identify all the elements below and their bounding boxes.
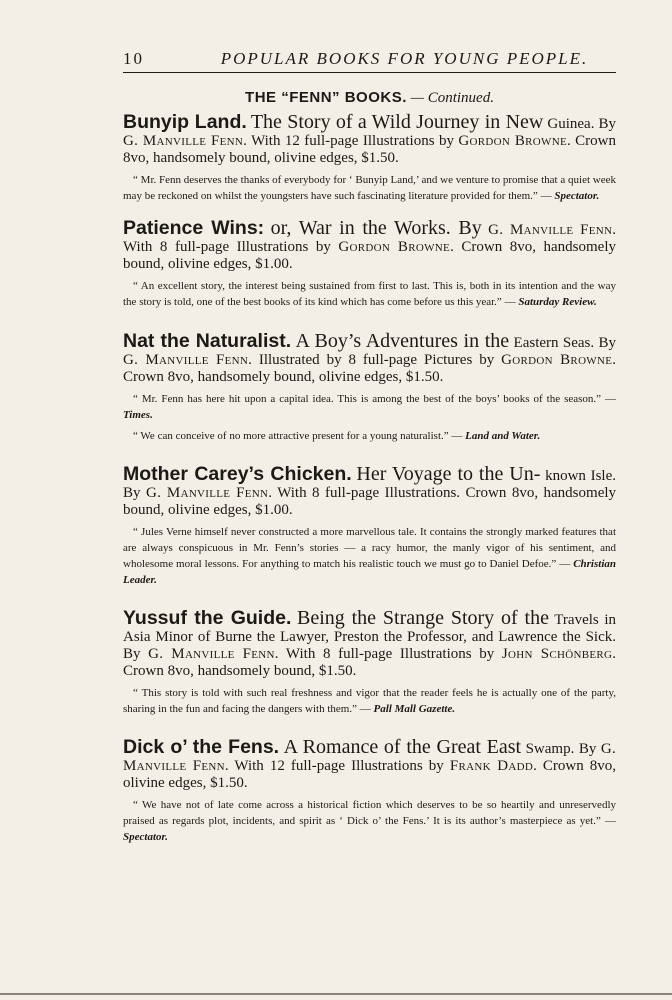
book-illustrator: Gordon Browne [338, 239, 451, 255]
book-description [123, 112, 616, 167]
review-text: “ Jules Verne himself never constructed a more marvellous tale. It contains the strongly marked features that are always conspicuous in Mr. Fenn’s stories — a racy humor, the manly vigor of his sentiment, and wholesome moral lessons. For anything to match his realistic touch we must go to Daniel Defoe.” — [123, 526, 616, 570]
book-price: . Crown 8vo, olivine edges, $1.50. [123, 758, 617, 791]
review-text: “ Mr. Fenn deserves the thanks of everybody for ‘ Bunyip Land,’ and we venture to promise that a quiet week may be reckoned on whilst the youngsters have such fascinating literature provided for them.” — [123, 174, 616, 202]
book-entry [123, 608, 616, 717]
book-illustrator: John Schönberg [501, 646, 613, 662]
review-quote [123, 391, 616, 423]
book-illustrator: Frank Dadd [449, 758, 534, 774]
review-text: “ An excellent story, the interest being sustained from first to last. This is, both in its intention and the way the story is told, one of the best books of its kind which has come before us this year.” — [123, 280, 616, 308]
section-continued: — Continued. [410, 90, 494, 106]
book-title: Mother Carey’s Chicken. [123, 463, 352, 485]
book-title: Yussuf the Guide. [123, 607, 292, 629]
book-author: G. Manville Fenn [123, 352, 249, 368]
book-subtitle: or, War in the Works. By [270, 217, 482, 239]
book-subtitle: A Romance of the Great East [283, 736, 522, 758]
review-quote [123, 524, 616, 588]
review-source: Land and Water. [465, 430, 541, 442]
book-illustrator: Gordon Browne [501, 352, 613, 368]
book-details: . Illustrated by 8 full-page Pictures by [248, 352, 495, 368]
book-line: Swamp. By [525, 741, 597, 757]
book-price: . Crown 8vo, handsomely bound, olivine edges, $1.50. [123, 133, 616, 166]
book-line: Guinea. By [547, 116, 617, 132]
book-title: Patience Wins: [123, 217, 265, 239]
book-entry [123, 737, 616, 845]
book-price: . Crown 8vo, handsomely bound, $1.50. [123, 646, 617, 679]
book-subtitle: Being the Strange Story of the [297, 607, 549, 629]
book-author: G. Manville Fenn [123, 741, 617, 774]
header-rule [123, 72, 616, 73]
review-quote [123, 428, 616, 444]
book-price: . Crown 8vo, handsomely bound, olivine edges, $1.00. [123, 239, 616, 272]
book-subtitle: The Story of a Wild Journey in New [250, 111, 544, 133]
book-subtitle: A Boy’s Adventures in the [295, 330, 510, 352]
book-details: . With 8 full-page Illustrations. [268, 485, 461, 501]
book-description [123, 737, 616, 792]
book-details: . With 12 full-page Illustrations by [243, 133, 454, 149]
review-text: “ This story is told with such real freshness and vigor that the reader feels he is actually one of the party, sharing in the fun and facing the dangers with them.” — [123, 687, 616, 715]
review-source: Times. [123, 409, 153, 421]
book-illustrator: Gordon Browne [458, 133, 567, 149]
book-line: Eastern Seas. By [513, 335, 617, 351]
book-entry [123, 464, 616, 588]
book-author: G. Manville Fenn [123, 133, 244, 149]
review-source: Saturday Review. [518, 296, 597, 308]
book-description [123, 608, 616, 680]
running-head [123, 49, 616, 71]
review-source: Spectator. [554, 190, 600, 202]
review-text: “ Mr. Fenn has here hit upon a capital idea. This is among the best of the boys’ books of the season.” — [133, 393, 616, 405]
book-title: Nat the Naturalist. [123, 330, 292, 352]
review-quote [123, 685, 616, 717]
book-author: G. Manville Fenn [148, 646, 275, 662]
page-number: 10 [123, 49, 144, 68]
book-description [123, 331, 616, 386]
review-source: Pall Mall Gazette. [373, 703, 456, 715]
book-subtitle: Her Voyage to the Un- [356, 463, 541, 485]
section-title: THE “FENN” BOOKS. [245, 89, 407, 106]
book-entry [123, 331, 616, 444]
book-author: G. Manville Fenn [488, 222, 613, 238]
page-bottom-edge [0, 993, 672, 995]
section-heading [123, 89, 616, 107]
book-details: . With 8 full-page Illustrations by [274, 646, 495, 662]
review-quote [123, 278, 616, 310]
book-author: G. Manville Fenn [145, 485, 269, 501]
review-source: Spectator. [123, 831, 168, 843]
book-line: Travels in Asia Minor of Burne the Lawyer, Preston the Professor, and Lawrence the Sick. By [123, 612, 617, 662]
book-details: . With 12 full-page Illustrations by [224, 758, 444, 774]
review-quote [123, 172, 616, 204]
book-price: Crown 8vo, handsomely bound, olivine edges, $1.00. [123, 485, 617, 518]
book-details: . With 8 full-page Illustrations by [123, 222, 617, 255]
review-text: “ We can conceive of no more attractive present for a young naturalist.” — [133, 430, 463, 442]
review-text: “ We have not of late come across a historical fiction which deserves to be so heartily and unreservedly praised as regards plot, incidents, and spirit as ‘ Dick o’ the Fens.’ It is its author’s masterpiece as yet.” — [123, 799, 616, 827]
review-source: Christian Leader. [123, 558, 616, 586]
book-list [123, 112, 616, 845]
book-description [123, 218, 616, 273]
book-line: known Isle. By [123, 468, 616, 501]
book-title: Dick o’ the Fens. [123, 736, 280, 758]
review-quote [123, 797, 616, 845]
book-title: Bunyip Land. [123, 111, 247, 133]
running-title: POPULAR BOOKS FOR YOUNG PEOPLE. [220, 49, 589, 68]
book-entry [123, 218, 616, 310]
book-entry [123, 112, 616, 204]
book-price: . Crown 8vo, handsomely bound, olivine edges, $1.50. [123, 352, 617, 385]
book-description [123, 464, 616, 519]
